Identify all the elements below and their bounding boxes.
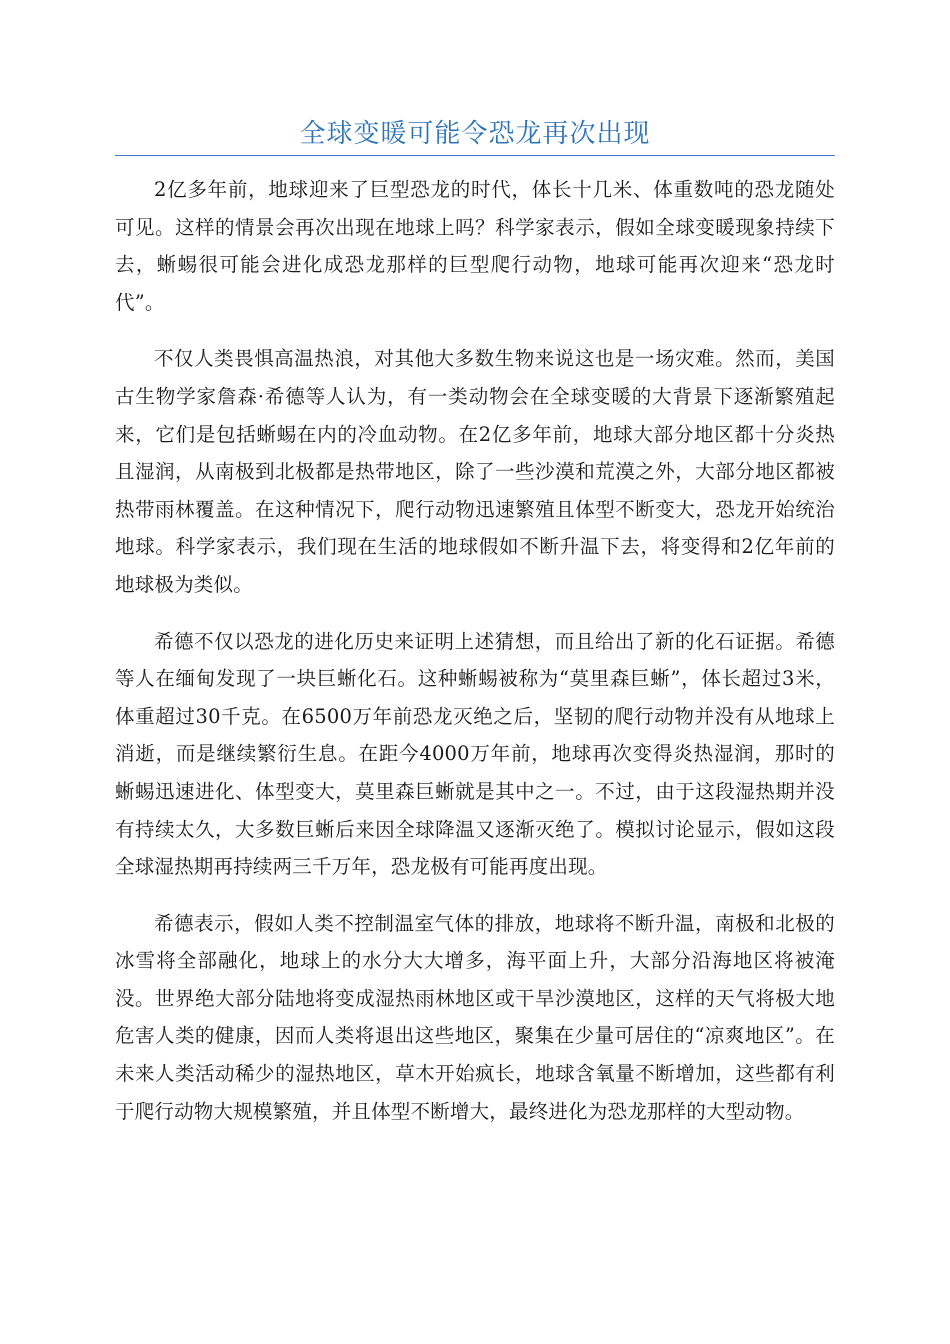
paragraph: 2亿多年前，地球迎来了巨型恐龙的时代，体长十几米、体重数吨的恐龙随处可见。这样的情景会再次出现在地球上吗？科学家表示，假如全球变暖现象持续下去，蜥蜴很可能会进化成恐龙那样的巨型爬行动物，地球可能再次迎来“恐龙时代”。	[115, 178, 835, 314]
title-underline	[115, 155, 835, 156]
paragraph: 希德不仅以恐龙的进化历史来证明上述猜想，而且给出了新的化石证据。希德等人在缅甸发现了一块巨蜥化石。这种蜥蜴被称为“莫里森巨蜥”，体长超过3米，体重超过30千克。在6500万年前恐龙灭绝之后，坚韧的爬行动物并没有从地球上消逝，而是继续繁衍生息。在距今4000万年前，地球再次变得炎热湿润，那时的蜥蜴迅速进化、体型变大，莫里森巨蜥就是其中之一。不过，由于这段湿热期并没有持续太久，大多数巨蜥后来因全球降温又逐渐灭绝了。模拟讨论显示，假如这段全球湿热期再持续两三千万年，恐龙极有可能再度出现。	[115, 629, 835, 879]
document-body	[115, 171, 835, 1149]
document-title: 全球变暖可能令恐龙再次出现	[299, 119, 651, 149]
paragraph: 希德表示，假如人类不控制温室气体的排放，地球将不断升温，南极和北极的冰雪将全部融化，地球上的水分大大增多，海平面上升，大部分沿海地区将被淹没。世界绝大部分陆地将变成湿热雨林地区或干旱沙漠地区，这样的天气将极大地危害人类的健康，因而人类将退出这些地区，聚集在少量可居住的“凉爽地区”。在未来人类活动稀少的湿热地区，草木开始疯长，地球含氧量不断增加，这些都有利于爬行动物大规模繁殖，并且体型不断增大，最终进化为恐龙那样的大型动物。	[115, 911, 835, 1123]
paragraph: 不仅人类畏惧高温热浪，对其他大多数生物来说这也是一场灾难。然而，美国古生物学家詹森·希德等人认为，有一类动物会在全球变暖的大背景下逐渐繁殖起来，它们是包括蜥蜴在内的冷血动物。在2亿多年前，地球大部分地区都十分炎热且湿润，从南极到北极都是热带地区，除了一些沙漠和荒漠之外，大部分地区都被热带雨林覆盖。在这种情况下，爬行动物迅速繁殖且体型不断变大，恐龙开始统治地球。科学家表示，我们现在生活的地球假如不断升温下去，将变得和2亿年前的地球极为类似。	[115, 347, 835, 596]
